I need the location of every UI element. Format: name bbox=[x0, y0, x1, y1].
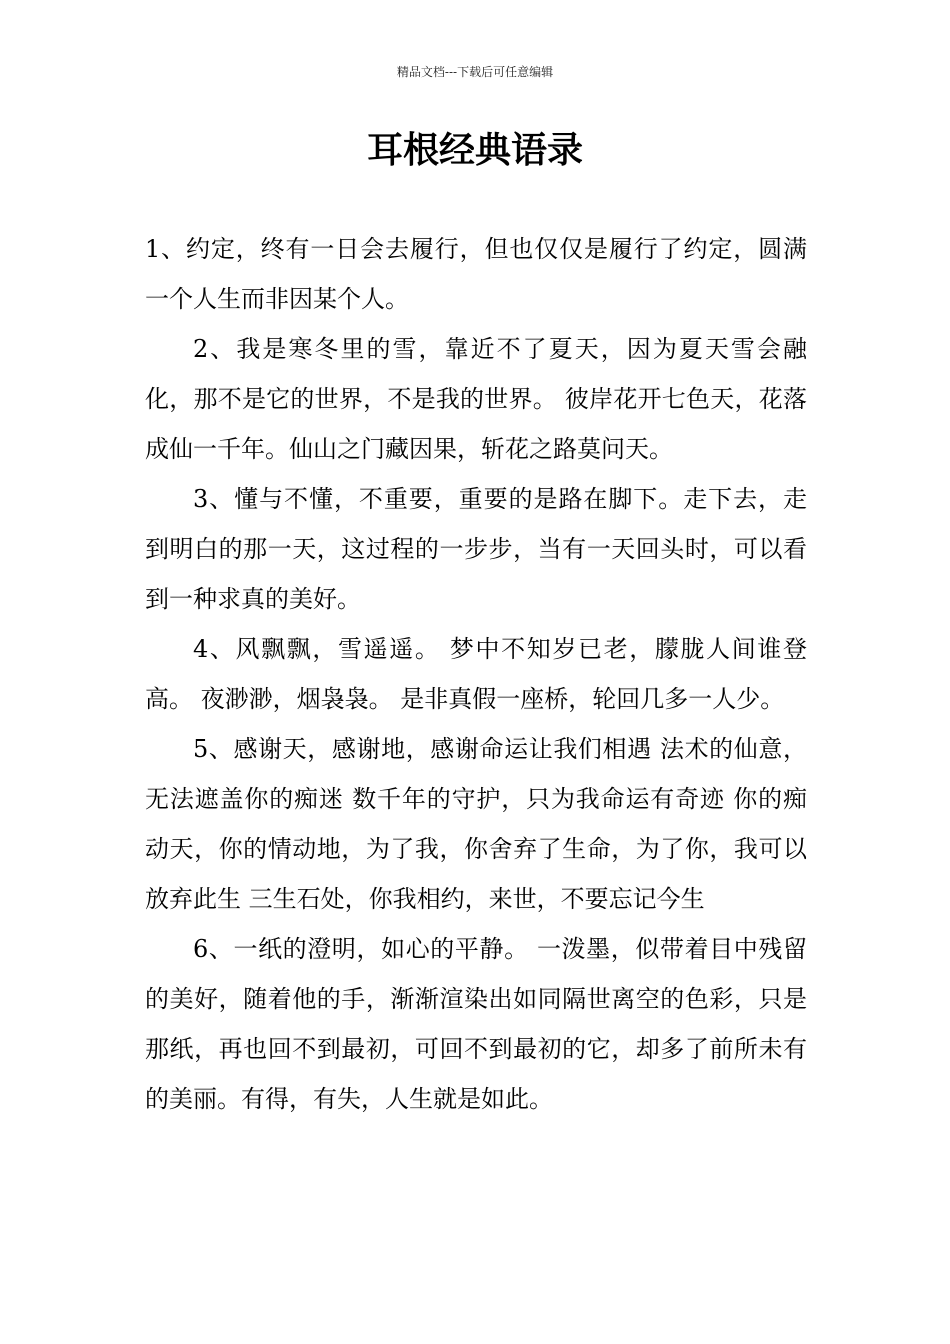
document-title: 耳根经典语录 bbox=[366, 130, 583, 171]
document-body bbox=[145, 224, 807, 1124]
paragraph-3: 3、懂与不懂，不重要，重要的是路在脚下。走下去，走到明白的那一天，这过程的一步步，当有一天回头时，可以看到一种求真的美好。 bbox=[145, 485, 807, 613]
paragraph-6: 6、一纸的澄明，如心的平静。 一泼墨，似带着目中残留的美好，随着他的手，渐渐渲染出如同隔世离空的色彩，只是那纸，再也回不到最初，可回不到最初的它，却多了前所未有的美丽。有得，有失，人生就是如此。 bbox=[145, 935, 807, 1113]
paragraph-1: 1、约定，终有一日会去履行，但也仅仅是履行了约定，圆满一个人生而非因某个人。 bbox=[145, 235, 807, 313]
paragraph-4: 4、风飘飘，雪遥遥。 梦中不知岁已老，朦胧人间谁登高。 夜渺渺，烟袅袅。 是非真假一座桥，轮回几多一人少。 bbox=[145, 635, 807, 713]
paragraph-5: 5、感谢天，感谢地，感谢命运让我们相遇 法术的仙意，无法遮盖你的痴迷 数千年的守护，只为我命运有奇迹 你的痴动天，你的情动地，为了我，你舍弃了生命，为了你，我可以放弃此生 三生石处，你我相约，来世，不要忘记今生 bbox=[145, 735, 807, 913]
paragraph-2: 2、我是寒冬里的雪，靠近不了夏天，因为夏天雪会融化，那不是它的世界，不是我的世界。 彼岸花开七色天，花落成仙一千年。仙山之门藏因果，斩花之路莫问天。 bbox=[145, 335, 807, 463]
header-note: 精品文档---下载后可任意编辑 bbox=[396, 65, 554, 79]
